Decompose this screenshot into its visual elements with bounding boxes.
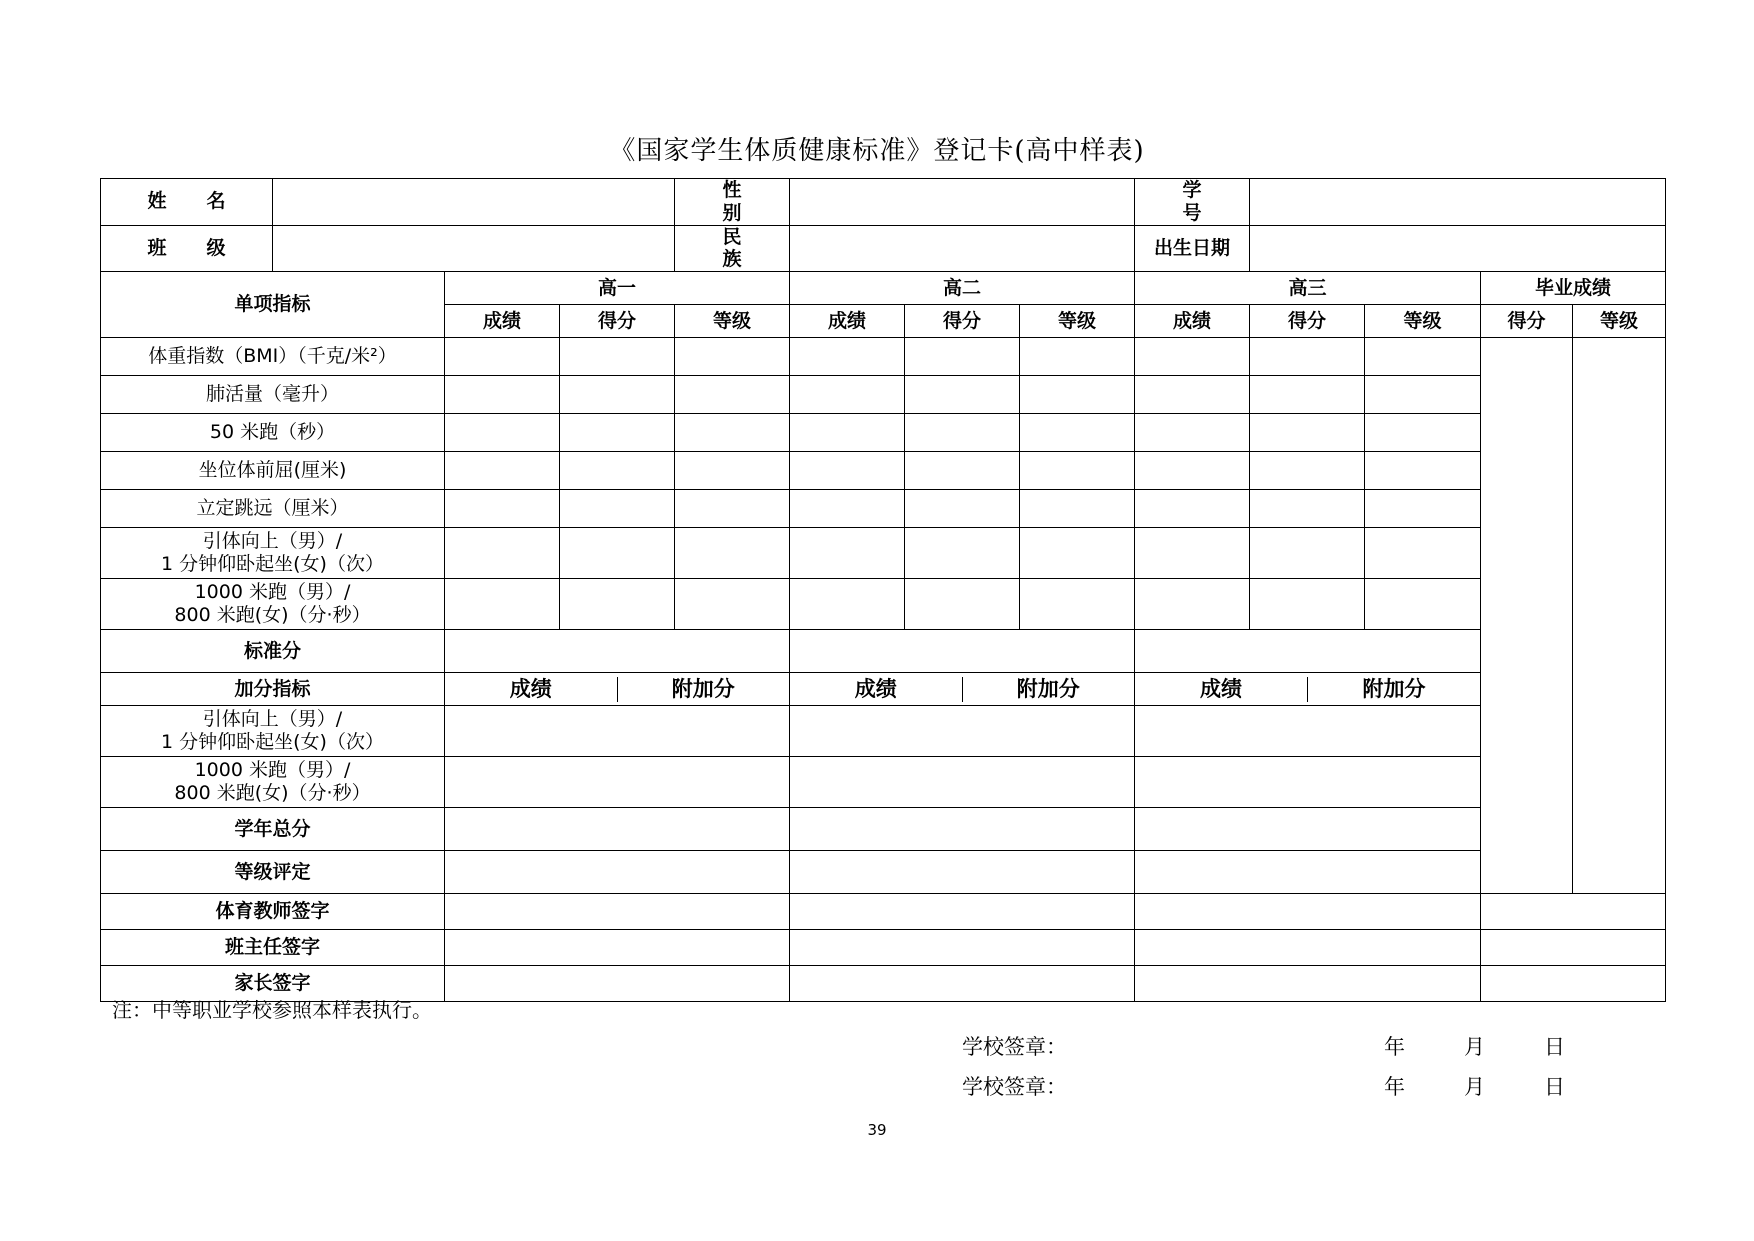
signature-cell[interactable] xyxy=(790,966,1135,1002)
cell[interactable] xyxy=(1250,452,1365,490)
bonus-col-header: 附加分 xyxy=(1016,676,1080,701)
cell[interactable] xyxy=(1365,452,1481,490)
cell[interactable] xyxy=(445,414,560,452)
parent-signature-label: 家长签字 xyxy=(101,966,445,1002)
cell[interactable] xyxy=(675,414,790,452)
grad-col-header: 等级 xyxy=(1573,305,1666,338)
day-label: 日 xyxy=(1544,1075,1565,1099)
cell[interactable] xyxy=(1020,528,1135,579)
year-label: 年 xyxy=(1384,1035,1405,1059)
year-1-level[interactable] xyxy=(445,851,790,894)
signature-cell[interactable] xyxy=(1135,966,1481,1002)
school-seal-label: 学校签章： xyxy=(962,1075,1067,1099)
item-label: 体重指数（BMI）（千克/米²） xyxy=(101,338,445,376)
col-header: 得分 xyxy=(905,305,1020,338)
ethnicity-field[interactable] xyxy=(790,225,1135,272)
year-3-bonus-header xyxy=(1135,673,1481,706)
cell[interactable] xyxy=(790,490,905,528)
cell[interactable] xyxy=(675,452,790,490)
year-2-bonus-header xyxy=(790,673,1135,706)
ethnicity-label: 民族 xyxy=(675,225,790,272)
item-label: 50 米跑（秒） xyxy=(101,414,445,452)
cell[interactable] xyxy=(1135,490,1250,528)
cell[interactable] xyxy=(1250,338,1365,376)
year-1-total[interactable] xyxy=(445,808,790,851)
cell[interactable] xyxy=(675,338,790,376)
year-2-level[interactable] xyxy=(790,851,1135,894)
item-label: 立定跳远（厘米） xyxy=(101,490,445,528)
student-id-field[interactable] xyxy=(1250,179,1666,226)
cell[interactable] xyxy=(790,376,905,414)
standard-score-label: 标准分 xyxy=(101,630,445,673)
cell[interactable] xyxy=(1365,376,1481,414)
bonus-col-header: 成绩 xyxy=(445,677,618,702)
cell[interactable] xyxy=(560,528,675,579)
cell[interactable] xyxy=(445,490,560,528)
class-label: 班级 xyxy=(101,225,273,272)
month-label: 月 xyxy=(1464,1075,1485,1099)
signature-cell[interactable] xyxy=(445,894,790,930)
year-3-total[interactable] xyxy=(1135,808,1481,851)
cell[interactable] xyxy=(790,414,905,452)
cell[interactable] xyxy=(905,414,1020,452)
gender-label: 性别 xyxy=(675,179,790,226)
item-label: 1000 米跑（男）/ 800 米跑(女)（分·秒） xyxy=(101,579,445,630)
bonus-col-header: 成绩 xyxy=(1135,677,1308,702)
grad-col-header: 得分 xyxy=(1481,305,1573,338)
year-2-bonus-cells xyxy=(790,706,1135,757)
cell[interactable] xyxy=(675,528,790,579)
cell[interactable] xyxy=(560,490,675,528)
year-3-header: 高三 xyxy=(1135,272,1481,305)
item-label: 肺活量（毫升） xyxy=(101,376,445,414)
cell[interactable] xyxy=(560,338,675,376)
cell[interactable] xyxy=(1365,338,1481,376)
cell[interactable] xyxy=(1250,579,1365,630)
year-2-header: 高二 xyxy=(790,272,1135,305)
year-1-bonus-cells xyxy=(445,757,790,808)
cell[interactable] xyxy=(675,376,790,414)
cell[interactable] xyxy=(1365,414,1481,452)
cell[interactable] xyxy=(790,452,905,490)
item-label: 坐位体前屈(厘米) xyxy=(101,452,445,490)
cell[interactable] xyxy=(445,528,560,579)
cell[interactable] xyxy=(445,376,560,414)
col-header: 成绩 xyxy=(790,305,905,338)
name-label: 姓名 xyxy=(101,179,273,226)
cell[interactable] xyxy=(560,579,675,630)
year-3-standard-score[interactable] xyxy=(1135,630,1481,673)
year-1-bonus-cells xyxy=(445,706,790,757)
year-1-header: 高一 xyxy=(445,272,790,305)
signature-cell[interactable] xyxy=(1481,966,1666,1002)
registration-card-table xyxy=(100,178,1666,1002)
col-header: 成绩 xyxy=(445,305,560,338)
col-header: 等级 xyxy=(1365,305,1481,338)
bonus-indicator-header: 加分指标 xyxy=(101,673,445,706)
year-3-bonus-cells xyxy=(1135,757,1481,808)
signature-cell[interactable] xyxy=(445,930,790,966)
cell[interactable] xyxy=(1365,579,1481,630)
day-label: 日 xyxy=(1544,1035,1565,1059)
class-field[interactable] xyxy=(273,225,675,272)
cell[interactable] xyxy=(445,452,560,490)
col-header: 得分 xyxy=(560,305,675,338)
cell[interactable] xyxy=(1020,490,1135,528)
cell[interactable] xyxy=(1020,579,1135,630)
item-label: 引体向上（男）/ 1 分钟仰卧起坐(女)（次） xyxy=(101,528,445,579)
cell[interactable] xyxy=(560,452,675,490)
bonus-col-header: 附加分 xyxy=(671,676,735,701)
gender-field[interactable] xyxy=(790,179,1135,226)
cell[interactable] xyxy=(905,452,1020,490)
student-id-label: 学号 xyxy=(1135,179,1250,226)
col-header: 成绩 xyxy=(1135,305,1250,338)
cell[interactable] xyxy=(1250,528,1365,579)
year-2-total[interactable] xyxy=(790,808,1135,851)
col-header: 得分 xyxy=(1250,305,1365,338)
bonus-col-header: 附加分 xyxy=(1362,676,1426,701)
cell[interactable] xyxy=(905,338,1020,376)
cell[interactable] xyxy=(1020,414,1135,452)
year-label: 年 xyxy=(1384,1075,1405,1099)
footnote: 注：中等职业学校参照本样表执行。 xyxy=(112,998,432,1022)
year-1-standard-score[interactable] xyxy=(445,630,790,673)
cell[interactable] xyxy=(1250,414,1365,452)
year-total-label: 学年总分 xyxy=(101,808,445,851)
cell[interactable] xyxy=(1135,338,1250,376)
cell[interactable] xyxy=(790,338,905,376)
signature-cell[interactable] xyxy=(790,930,1135,966)
graduation-level-cell[interactable] xyxy=(1573,338,1666,894)
cell[interactable] xyxy=(1020,376,1135,414)
bonus-col-header: 成绩 xyxy=(790,677,963,702)
cell[interactable] xyxy=(1020,338,1135,376)
cell[interactable] xyxy=(675,490,790,528)
signature-cell[interactable] xyxy=(790,894,1135,930)
birthdate-label: 出生日期 xyxy=(1135,225,1250,272)
birthdate-field[interactable] xyxy=(1250,225,1666,272)
cell[interactable] xyxy=(560,414,675,452)
year-2-bonus-cells xyxy=(790,757,1135,808)
signature-cell[interactable] xyxy=(1135,894,1481,930)
cell[interactable] xyxy=(1020,452,1135,490)
pe-teacher-signature-label: 体育教师签字 xyxy=(101,894,445,930)
year-3-level[interactable] xyxy=(1135,851,1481,894)
year-2-standard-score[interactable] xyxy=(790,630,1135,673)
col-header: 等级 xyxy=(1020,305,1135,338)
page-title: 《国家学生体质健康标准》登记卡(高中样表) xyxy=(609,136,1145,166)
indicator-header: 单项指标 xyxy=(101,272,445,338)
signature-cell[interactable] xyxy=(1481,894,1666,930)
signature-cell[interactable] xyxy=(1481,930,1666,966)
cell[interactable] xyxy=(560,376,675,414)
year-1-bonus-header xyxy=(445,673,790,706)
graduation-header: 毕业成绩 xyxy=(1481,272,1666,305)
month-label: 月 xyxy=(1464,1035,1485,1059)
cell[interactable] xyxy=(905,376,1020,414)
cell[interactable] xyxy=(790,528,905,579)
cell[interactable] xyxy=(1250,376,1365,414)
cell[interactable] xyxy=(1135,376,1250,414)
cell[interactable] xyxy=(445,338,560,376)
graduation-score-cell[interactable] xyxy=(1481,338,1573,894)
cell[interactable] xyxy=(1135,579,1250,630)
cell[interactable] xyxy=(1250,490,1365,528)
bonus-item-label: 1000 米跑（男）/ 800 米跑(女)（分·秒） xyxy=(101,757,445,808)
cell[interactable] xyxy=(1135,414,1250,452)
cell[interactable] xyxy=(905,528,1020,579)
bonus-item-label: 引体向上（男）/ 1 分钟仰卧起坐(女)（次） xyxy=(101,706,445,757)
cell[interactable] xyxy=(905,579,1020,630)
signature-cell[interactable] xyxy=(1135,930,1481,966)
cell[interactable] xyxy=(1135,452,1250,490)
cell[interactable] xyxy=(1365,528,1481,579)
cell[interactable] xyxy=(675,579,790,630)
page-number: 39 xyxy=(867,1121,887,1139)
cell[interactable] xyxy=(790,579,905,630)
cell[interactable] xyxy=(445,579,560,630)
col-header: 等级 xyxy=(675,305,790,338)
head-teacher-signature-label: 班主任签字 xyxy=(101,930,445,966)
level-rating-label: 等级评定 xyxy=(101,851,445,894)
name-field[interactable] xyxy=(273,179,675,226)
year-3-bonus-cells xyxy=(1135,706,1481,757)
signature-cell[interactable] xyxy=(445,966,790,1002)
school-seal-label: 学校签章： xyxy=(962,1035,1067,1059)
cell[interactable] xyxy=(1365,490,1481,528)
cell[interactable] xyxy=(905,490,1020,528)
cell[interactable] xyxy=(1135,528,1250,579)
